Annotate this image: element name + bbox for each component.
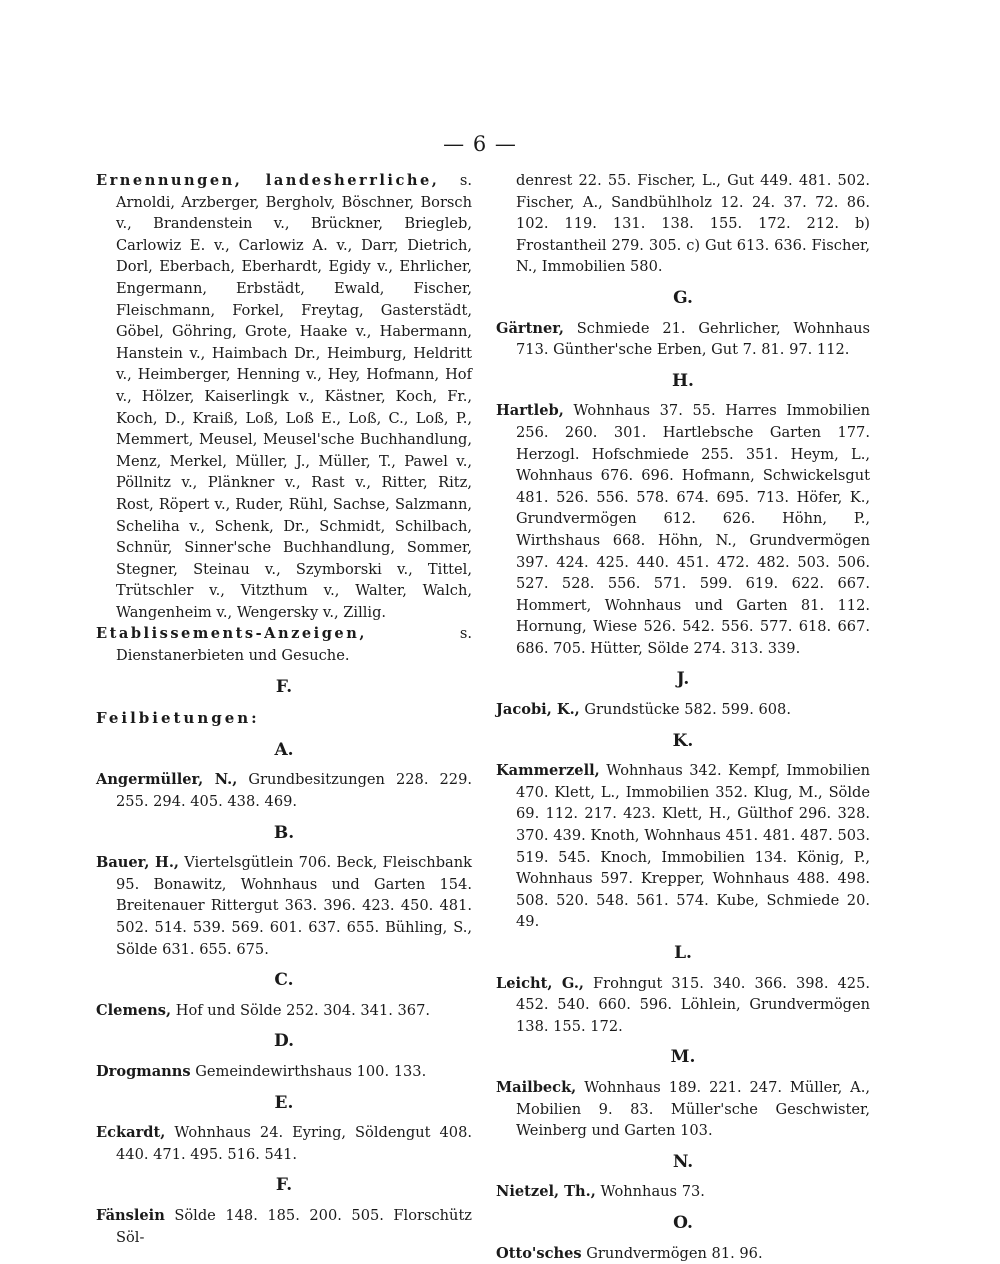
entry-text: Wohnhaus 37. 55. Harres Immobilien 256. 260. 301. Hartlebsche Garten 177. Herzogl. Hofschmiede 255. 351. Heym, L., Wohnhaus 676. 696. Hofmann, Schwickelsgut 481. 526. 556. 578. 674. 695. 713. Höfer, K., Grundvermögen 612. 626. Höhn, P., Wirthshaus 668. Höhn, N., Grundvermögen 397. 424. 425. 440. 451. 472. 482. 503. 506. 527. 528. 556. 571. 599. 619. 622. 667. Hommert, Wohnhaus und Garten 81. 112. Hornung, Wiese 526. 542. 556. 577. 618. 667. 686. 705. Hütter, Sölde 274. 313. 339.	[516, 402, 871, 657]
section-letter: C.	[274, 970, 294, 991]
entry-name: Fänslein	[96, 1206, 165, 1224]
entry-name: Jacobi, K.,	[496, 701, 580, 719]
entry-name: Hartleb,	[496, 402, 564, 420]
entry-name: Otto'sches	[496, 1244, 582, 1262]
index-entry-continued: denrest 22. 55. Fischer, L., Gut 449. 481. 502. Fischer, A., Sandbühlholz 12. 24. 37. 72. 86. 102. 119. 131. 138. 155. 172. 212. b) Frostantheil 279. 305. c) Gut 613. 636. Fischer, N., Immobilien 580.	[516, 172, 870, 276]
index-entry	[96, 1061, 472, 1083]
section-letter: G.	[673, 287, 693, 308]
left-column	[96, 170, 472, 1248]
entry-name: Eckardt,	[96, 1124, 166, 1142]
entry-text: Wohnhaus 189. 221. 247. Müller, A., Mobilien 9. 83. Müller'sche Geschwister, Weinberg und Garten 103.	[516, 1078, 870, 1140]
section-letter: H.	[672, 370, 694, 391]
entry-text: Wohnhaus 342. Kempf, Immobilien 470. Klett, L., Immobilien 352. Klug, M., Sölde 69. 112. 217. 423. Klett, H., Gülthof 296. 328. 370. 439. Knoth, Wohnhaus 451. 481. 487. 503. 519. 545. Knoch, Immobilien 134. König, P., Wohnhaus 597. Krepper, Wohnhaus 488. 498. 508. 520. 548. 561. 574. Kube, Schmiede 20. 49.	[516, 762, 871, 931]
entry-name: Clemens,	[96, 1001, 172, 1019]
section-letter: F.	[275, 1175, 293, 1196]
right-column	[496, 170, 870, 1264]
section-letter: E.	[274, 1092, 294, 1113]
entry-text: Viertelsgütlein 706. Beck, Fleischbank 95. Bonawitz, Wohnhaus und Garten 154. Breitenauer Rittergut 363. 396. 423. 450. 481. 502. 514. 539. 569. 601. 637. 655. Bühling, S., Sölde 631. 655. 675.	[116, 854, 472, 958]
index-entry-etablissements	[96, 623, 472, 666]
entry-text: Gemeindewirthshaus 100. 133.	[195, 1062, 427, 1080]
index-entry	[496, 318, 870, 361]
section-letter: J.	[676, 669, 690, 690]
section-letter: N.	[672, 1151, 694, 1172]
index-entry-ernennungen	[96, 170, 472, 623]
entry-name: Angermüller, N.,	[96, 771, 238, 789]
section-letter: O.	[673, 1212, 693, 1233]
section-title-feilbietungen: Feilbietungen:	[96, 709, 260, 728]
index-entry	[496, 1077, 870, 1142]
page-number: — 6 —	[443, 132, 517, 156]
entry-name: Drogmanns	[96, 1062, 191, 1080]
entry-title: Ernennungen, landesherrliche,	[96, 172, 440, 189]
entry-text: s. Arnoldi, Arzberger, Bergholv, Böschner, Borsch v., Brandenstein v., Brückner, Briegleb, Carlowiz E. v., Carlowiz A. v., Darr, Dietrich, Dorl, Eberbach, Eberhardt, Egidy v., Ehrlicher, Engermann, Erbstädt, Ewald, Fischer, Fleischmann, Forkel, Freytag, Gasterstädt, Göbel, Göhring, Grote, Haake v., Habermann, Hanstein v., Haimbach Dr., Heimburg, Heldritt v., Heimberger, Henning v., Hey, Hofmann, Hof v., Hölzer, Kaiserlingk v., Kästner, Koch, Fr., Koch, D., Kraiß, Loß, Loß E., Loß, C., Loß, P., Memmert, Meusel, Meusel'sche Buchhandlung, Menz, Merkel, Müller, J., Müller, T., Pawel v., Pöllnitz v., Plänkner v., Rast v., Ritter, Ritz, Rost, Röpert v., Ruder, Rühl, Sachse, Salzmann, Scheliha v., Schenk, Dr., Schmidt, Schilbach, Schnür, Sinner'sche Buchhandlung, Sommer, Stegner, Steinau v., Szymborski v., Tittel, Trütschler v., Vitzthum v., Walter, Walch, Wangenheim v., Wengersky v., Zillig.	[116, 172, 473, 621]
entry-text: Hof und Sölde 252. 304. 341. 367.	[175, 1001, 431, 1019]
entry-text: Wohnhaus 24. Eyring, Söldengut 408. 440. 471. 495. 516. 541.	[116, 1124, 472, 1163]
section-letter: F.	[275, 676, 293, 697]
entry-title: Etablissements-Anzeigen,	[96, 625, 367, 643]
entry-text: Grundvermögen 81. 96.	[586, 1244, 763, 1262]
entry-text: Schmiede 21. Gehrlicher, Wohnhaus 713. Günther'sche Erben, Gut 7. 81. 97. 112.	[516, 319, 871, 359]
entry-name: Bauer, H.,	[96, 854, 179, 872]
entry-text: s. Dienstanerbieten und Gesuche.	[116, 625, 472, 665]
index-entry	[96, 1122, 472, 1165]
index-entry	[96, 1205, 472, 1248]
section-letter: K.	[672, 730, 694, 751]
entry-text: Grundstücke 582. 599. 608.	[584, 701, 791, 719]
section-letter: D.	[273, 1031, 295, 1052]
index-entry	[96, 769, 472, 812]
entry-name: Kammerzell,	[496, 762, 600, 780]
entry-name: Mailbeck,	[496, 1078, 577, 1096]
section-letter: M.	[670, 1047, 696, 1068]
index-entry	[96, 1000, 472, 1022]
section-letter: A.	[274, 739, 294, 760]
section-letter: B.	[273, 822, 295, 843]
index-entry	[96, 852, 472, 960]
entry-name: Leicht, G.,	[496, 974, 584, 992]
index-entry	[496, 1243, 870, 1264]
index-entry	[496, 699, 870, 721]
entry-name: Gärtner,	[496, 319, 564, 337]
section-letter: L.	[674, 943, 692, 963]
entry-text: Wohnhaus 73.	[600, 1183, 705, 1201]
index-entry	[496, 400, 870, 659]
entry-text: Grundbesitzungen 228. 229. 255. 294. 405. 438. 469.	[116, 771, 472, 811]
entry-text: Frohngut 315. 340. 366. 398. 425. 452. 540. 660. 596. Löhlein, Grundvermögen 138. 155. 172.	[516, 974, 871, 1035]
entry-name: Nietzel, Th.,	[496, 1183, 596, 1201]
index-entry	[496, 973, 870, 1038]
entry-text: Sölde 148. 185. 200. 505. Florschütz Söl-	[116, 1206, 472, 1246]
index-entry	[496, 760, 870, 933]
